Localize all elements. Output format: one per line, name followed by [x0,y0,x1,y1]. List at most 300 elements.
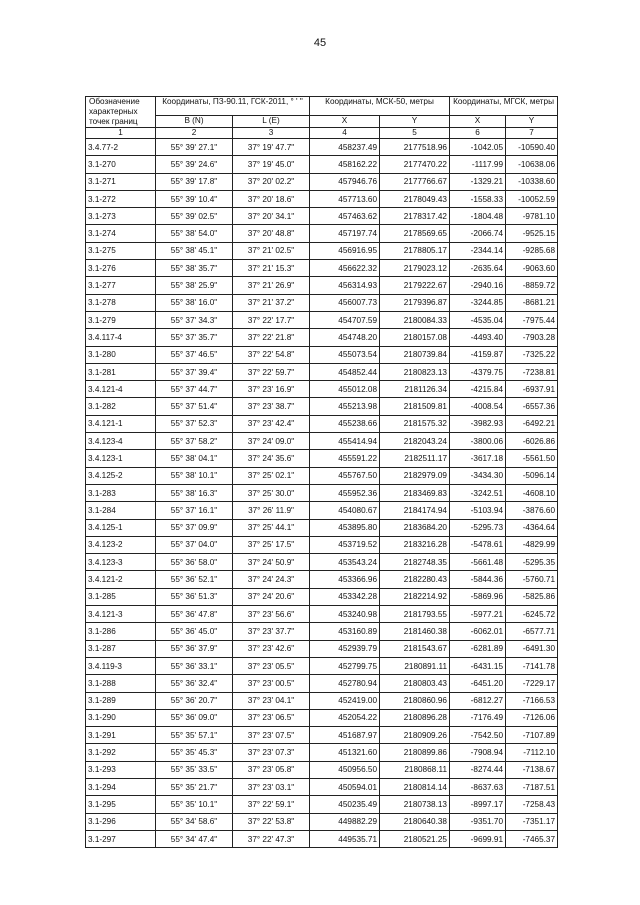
table-row [86,536,558,553]
mgsk-x-cell: -7908.94 [450,744,506,761]
longitude-cell: 37° 24' 20.6" [233,588,310,605]
msk-y-cell: 2180868.11 [380,761,450,778]
table-row [86,242,558,259]
msk-y-cell: 2180891.11 [380,657,450,674]
msk-y-cell: 2180823.13 [380,363,450,380]
point-id-cell: 3.1-270 [86,156,156,173]
msk-y-cell: 2183684.20 [380,519,450,536]
mgsk-x-cell: -4493.40 [450,329,506,346]
msk-x-cell: 450235.49 [310,796,380,813]
mgsk-y-cell: -8859.72 [506,277,558,294]
point-id-cell: 3.4.121-3 [86,606,156,623]
mgsk-y-cell: -9063.60 [506,260,558,277]
point-id-cell: 3.1-283 [86,484,156,501]
msk-y-cell: 2178805.17 [380,242,450,259]
mgsk-x-cell: -6812.27 [450,692,506,709]
mgsk-y-cell: -7465.37 [506,830,558,847]
msk-x-cell: 450956.50 [310,761,380,778]
msk-x-cell: 449535.71 [310,830,380,847]
msk-x-cell: 453895.80 [310,519,380,536]
msk-x-cell: 452939.79 [310,640,380,657]
mgsk-y-cell: -6557.36 [506,398,558,415]
table-row [86,675,558,692]
mgsk-x-cell: -9351.70 [450,813,506,830]
table-row [86,484,558,501]
msk-x-cell: 453366.96 [310,571,380,588]
longitude-cell: 37° 23' 07.3" [233,744,310,761]
latitude-cell: 55° 38' 54.0" [156,225,233,242]
header-mgsk-y: Y [506,116,558,128]
msk-x-cell: 452054.22 [310,709,380,726]
point-id-cell: 3.4.123-2 [86,536,156,553]
latitude-cell: 55° 37' 16.1" [156,502,233,519]
mgsk-x-cell: -5661.48 [450,554,506,571]
mgsk-x-cell: -2344.14 [450,242,506,259]
mgsk-y-cell: -6491.30 [506,640,558,657]
mgsk-y-cell: -5561.50 [506,450,558,467]
msk-x-cell: 451321.60 [310,744,380,761]
point-id-cell: 3.4.77-2 [86,139,156,156]
point-id-cell: 3.4.121-1 [86,415,156,432]
msk-y-cell: 2178317.42 [380,208,450,225]
table-row [86,346,558,363]
msk-y-cell: 2178049.43 [380,190,450,207]
mgsk-y-cell: -7325.22 [506,346,558,363]
msk-y-cell: 2179396.87 [380,294,450,311]
column-number: 6 [450,128,506,139]
table-row [86,415,558,432]
mgsk-x-cell: -2635.64 [450,260,506,277]
point-id-cell: 3.1-295 [86,796,156,813]
mgsk-y-cell: -4364.64 [506,519,558,536]
table-row [86,761,558,778]
mgsk-y-cell: -9525.15 [506,225,558,242]
table-row [86,467,558,484]
latitude-cell: 55° 39' 17.8" [156,173,233,190]
latitude-cell: 55° 36' 51.3" [156,588,233,605]
longitude-cell: 37° 22' 59.1" [233,796,310,813]
table-row [86,156,558,173]
table-row [86,433,558,450]
table-row [86,277,558,294]
msk-y-cell: 2181575.32 [380,415,450,432]
header-geo-coordinates: Координаты, ПЗ-90.11, ГСК-2011, ° ' " [156,97,310,116]
latitude-cell: 55° 37' 58.2" [156,433,233,450]
column-number: 1 [86,128,156,139]
longitude-cell: 37° 23' 03.1" [233,778,310,795]
latitude-cell: 55° 34' 47.4" [156,830,233,847]
point-id-cell: 3.4.125-2 [86,467,156,484]
table-row [86,554,558,571]
latitude-cell: 55° 37' 51.4" [156,398,233,415]
table-body [86,139,558,848]
msk-x-cell: 458162.22 [310,156,380,173]
table-row [86,225,558,242]
mgsk-y-cell: -7107.89 [506,727,558,744]
msk-x-cell: 453240.98 [310,606,380,623]
point-id-cell: 3.4.121-2 [86,571,156,588]
latitude-cell: 55° 35' 33.5" [156,761,233,778]
msk-x-cell: 456007.73 [310,294,380,311]
mgsk-x-cell: -3242.51 [450,484,506,501]
point-id-cell: 3.4.121-4 [86,381,156,398]
mgsk-y-cell: -10590.40 [506,139,558,156]
msk-x-cell: 454748.20 [310,329,380,346]
longitude-cell: 37° 25' 44.1" [233,519,310,536]
latitude-cell: 55° 37' 35.7" [156,329,233,346]
msk-x-cell: 457713.60 [310,190,380,207]
mgsk-y-cell: -6577.71 [506,623,558,640]
longitude-cell: 37° 26' 11.9" [233,502,310,519]
mgsk-y-cell: -7351.17 [506,813,558,830]
mgsk-y-cell: -9285.68 [506,242,558,259]
mgsk-y-cell: -6937.91 [506,381,558,398]
point-id-cell: 3.1-282 [86,398,156,415]
msk-x-cell: 458237.49 [310,139,380,156]
table-row [86,606,558,623]
table-row [86,450,558,467]
column-number: 5 [380,128,450,139]
point-id-cell: 3.1-279 [86,311,156,328]
msk-x-cell: 454707.59 [310,311,380,328]
longitude-cell: 37° 21' 37.2" [233,294,310,311]
header-point-designation: Обозначение характерных точек границ [86,97,156,128]
longitude-cell: 37° 23' 00.5" [233,675,310,692]
table-row [86,519,558,536]
point-id-cell: 3.1-284 [86,502,156,519]
latitude-cell: 55° 38' 04.1" [156,450,233,467]
latitude-cell: 55° 36' 58.0" [156,554,233,571]
latitude-cell: 55° 34' 58.6" [156,813,233,830]
msk-x-cell: 452799.75 [310,657,380,674]
table-row [86,398,558,415]
msk-x-cell: 455073.54 [310,346,380,363]
mgsk-y-cell: -5295.35 [506,554,558,571]
longitude-cell: 37° 19' 45.0" [233,156,310,173]
point-id-cell: 3.1-287 [86,640,156,657]
header-mgsk-coordinates: Координаты, МГСК, метры [450,97,558,116]
msk-x-cell: 455952.36 [310,484,380,501]
point-id-cell: 3.4.119-3 [86,657,156,674]
point-id-cell: 3.1-296 [86,813,156,830]
longitude-cell: 37° 21' 26.9" [233,277,310,294]
column-number: 4 [310,128,380,139]
longitude-cell: 37° 25' 30.0" [233,484,310,501]
mgsk-y-cell: -7903.28 [506,329,558,346]
longitude-cell: 37° 20' 02.2" [233,173,310,190]
latitude-cell: 55° 39' 27.1" [156,139,233,156]
mgsk-x-cell: -2940.16 [450,277,506,294]
header-mgsk-x: X [450,116,506,128]
point-id-cell: 3.1-286 [86,623,156,640]
mgsk-x-cell: -4008.54 [450,398,506,415]
latitude-cell: 55° 37' 39.4" [156,363,233,380]
table-row [86,657,558,674]
msk-y-cell: 2180899.86 [380,744,450,761]
msk-y-cell: 2179023.12 [380,260,450,277]
mgsk-y-cell: -6026.86 [506,433,558,450]
mgsk-x-cell: -5295.73 [450,519,506,536]
longitude-cell: 37° 20' 34.1" [233,208,310,225]
longitude-cell: 37° 21' 02.5" [233,242,310,259]
point-id-cell: 3.4.125-1 [86,519,156,536]
column-number: 2 [156,128,233,139]
mgsk-y-cell: -5096.14 [506,467,558,484]
table-row [86,796,558,813]
longitude-cell: 37° 24' 35.6" [233,450,310,467]
point-id-cell: 3.1-277 [86,277,156,294]
msk-x-cell: 457197.74 [310,225,380,242]
mgsk-y-cell: -7126.06 [506,709,558,726]
mgsk-y-cell: -6245.72 [506,606,558,623]
msk-x-cell: 455238.66 [310,415,380,432]
msk-x-cell: 450594.01 [310,778,380,795]
mgsk-x-cell: -9699.91 [450,830,506,847]
longitude-cell: 37° 23' 56.6" [233,606,310,623]
latitude-cell: 55° 36' 32.4" [156,675,233,692]
mgsk-x-cell: -5844.36 [450,571,506,588]
msk-y-cell: 2181793.55 [380,606,450,623]
mgsk-x-cell: -1042.05 [450,139,506,156]
latitude-cell: 55° 38' 16.3" [156,484,233,501]
table-row [86,744,558,761]
mgsk-x-cell: -3244.85 [450,294,506,311]
longitude-cell: 37° 22' 54.8" [233,346,310,363]
point-id-cell: 3.1-271 [86,173,156,190]
mgsk-x-cell: -6062.01 [450,623,506,640]
mgsk-y-cell: -7141.78 [506,657,558,674]
longitude-cell: 37° 20' 18.6" [233,190,310,207]
table-row [86,173,558,190]
latitude-cell: 55° 37' 46.5" [156,346,233,363]
point-id-cell: 3.1-290 [86,709,156,726]
msk-y-cell: 2182748.35 [380,554,450,571]
point-id-cell: 3.1-292 [86,744,156,761]
point-id-cell: 3.4.117-4 [86,329,156,346]
point-id-cell: 3.1-274 [86,225,156,242]
table-row [86,778,558,795]
mgsk-y-cell: -6492.21 [506,415,558,432]
mgsk-x-cell: -4535.04 [450,311,506,328]
longitude-cell: 37° 23' 05.5" [233,657,310,674]
msk-x-cell: 454080.67 [310,502,380,519]
latitude-cell: 55° 36' 09.0" [156,709,233,726]
latitude-cell: 55° 37' 04.0" [156,536,233,553]
msk-x-cell: 451687.97 [310,727,380,744]
table-row [86,294,558,311]
msk-y-cell: 2180738.13 [380,796,450,813]
table-row [86,329,558,346]
longitude-cell: 37° 19' 47.7" [233,139,310,156]
latitude-cell: 55° 38' 35.7" [156,260,233,277]
longitude-cell: 37° 23' 37.7" [233,623,310,640]
mgsk-x-cell: -8274.44 [450,761,506,778]
longitude-cell: 37° 25' 02.1" [233,467,310,484]
mgsk-y-cell: -5760.71 [506,571,558,588]
point-id-cell: 3.1-288 [86,675,156,692]
longitude-cell: 37° 22' 17.7" [233,311,310,328]
msk-y-cell: 2181126.34 [380,381,450,398]
msk-y-cell: 2180640.38 [380,813,450,830]
mgsk-x-cell: -5478.61 [450,536,506,553]
table-row [86,311,558,328]
msk-x-cell: 457946.76 [310,173,380,190]
mgsk-y-cell: -10052.59 [506,190,558,207]
longitude-cell: 37° 24' 24.3" [233,571,310,588]
table-row [86,190,558,207]
mgsk-y-cell: -7138.67 [506,761,558,778]
longitude-cell: 37° 25' 17.5" [233,536,310,553]
latitude-cell: 55° 36' 33.1" [156,657,233,674]
longitude-cell: 37° 23' 16.9" [233,381,310,398]
table-row [86,709,558,726]
point-id-cell: 3.4.123-1 [86,450,156,467]
latitude-cell: 55° 39' 24.6" [156,156,233,173]
mgsk-y-cell: -10338.60 [506,173,558,190]
mgsk-x-cell: -7176.49 [450,709,506,726]
point-id-cell: 3.1-276 [86,260,156,277]
mgsk-y-cell: -10638.06 [506,156,558,173]
mgsk-x-cell: -1558.33 [450,190,506,207]
table-row [86,381,558,398]
msk-y-cell: 2177470.22 [380,156,450,173]
mgsk-x-cell: -8637.63 [450,778,506,795]
column-number: 7 [506,128,558,139]
msk-y-cell: 2180084.33 [380,311,450,328]
latitude-cell: 55° 38' 45.1" [156,242,233,259]
mgsk-x-cell: -6451.20 [450,675,506,692]
msk-x-cell: 455213.98 [310,398,380,415]
header-msk-y: Y [380,116,450,128]
mgsk-y-cell: -7258.43 [506,796,558,813]
msk-x-cell: 455767.50 [310,467,380,484]
header-msk-x: X [310,116,380,128]
latitude-cell: 55° 36' 45.0" [156,623,233,640]
msk-y-cell: 2180909.26 [380,727,450,744]
table-row [86,623,558,640]
latitude-cell: 55° 36' 47.8" [156,606,233,623]
mgsk-y-cell: -9781.10 [506,208,558,225]
mgsk-y-cell: -7229.17 [506,675,558,692]
longitude-cell: 37° 23' 38.7" [233,398,310,415]
longitude-cell: 37° 23' 06.5" [233,709,310,726]
mgsk-x-cell: -5869.96 [450,588,506,605]
mgsk-y-cell: -4829.99 [506,536,558,553]
msk-y-cell: 2177766.67 [380,173,450,190]
point-id-cell: 3.1-275 [86,242,156,259]
latitude-cell: 55° 35' 57.1" [156,727,233,744]
point-id-cell: 3.1-289 [86,692,156,709]
msk-x-cell: 456622.32 [310,260,380,277]
table-row [86,588,558,605]
latitude-cell: 55° 35' 21.7" [156,778,233,795]
msk-y-cell: 2182214.92 [380,588,450,605]
msk-y-cell: 2180860.96 [380,692,450,709]
latitude-cell: 55° 36' 37.9" [156,640,233,657]
point-id-cell: 3.1-280 [86,346,156,363]
table-row [86,139,558,156]
msk-x-cell: 457463.62 [310,208,380,225]
mgsk-x-cell: -3434.30 [450,467,506,484]
msk-x-cell: 454852.44 [310,363,380,380]
table-row [86,363,558,380]
mgsk-x-cell: -3800.06 [450,433,506,450]
mgsk-x-cell: -1804.48 [450,208,506,225]
mgsk-x-cell: -3982.93 [450,415,506,432]
msk-x-cell: 455591.22 [310,450,380,467]
msk-y-cell: 2181543.67 [380,640,450,657]
mgsk-x-cell: -1329.21 [450,173,506,190]
msk-y-cell: 2180739.84 [380,346,450,363]
msk-y-cell: 2181460.38 [380,623,450,640]
mgsk-x-cell: -5103.94 [450,502,506,519]
longitude-cell: 37° 20' 48.8" [233,225,310,242]
msk-x-cell: 456314.93 [310,277,380,294]
latitude-cell: 55° 38' 10.1" [156,467,233,484]
msk-x-cell: 456916.95 [310,242,380,259]
column-number: 3 [233,128,310,139]
msk-y-cell: 2180896.28 [380,709,450,726]
longitude-cell: 37° 24' 09.0" [233,433,310,450]
longitude-cell: 37° 22' 21.8" [233,329,310,346]
table-row [86,692,558,709]
mgsk-x-cell: -8997.17 [450,796,506,813]
msk-y-cell: 2180157.08 [380,329,450,346]
msk-y-cell: 2183216.28 [380,536,450,553]
mgsk-y-cell: -7187.51 [506,778,558,795]
point-id-cell: 3.4.123-3 [86,554,156,571]
header-msk50-coordinates: Координаты, МСК-50, метры [310,97,450,116]
latitude-cell: 55° 39' 02.5" [156,208,233,225]
msk-x-cell: 449882.29 [310,813,380,830]
mgsk-x-cell: -2066.74 [450,225,506,242]
longitude-cell: 37° 22' 53.8" [233,813,310,830]
page-number: 45 [313,37,327,49]
msk-x-cell: 453160.89 [310,623,380,640]
msk-x-cell: 455012.08 [310,381,380,398]
mgsk-x-cell: -6431.15 [450,657,506,674]
mgsk-x-cell: -5977.21 [450,606,506,623]
latitude-cell: 55° 35' 10.1" [156,796,233,813]
mgsk-x-cell: -4215.84 [450,381,506,398]
point-id-cell: 3.1-293 [86,761,156,778]
mgsk-y-cell: -8681.21 [506,294,558,311]
mgsk-x-cell: -4379.75 [450,363,506,380]
point-id-cell: 3.1-294 [86,778,156,795]
longitude-cell: 37° 23' 42.6" [233,640,310,657]
header-l-e: L (E) [233,116,310,128]
msk-x-cell: 453543.24 [310,554,380,571]
mgsk-x-cell: -4159.87 [450,346,506,363]
latitude-cell: 55° 39' 10.4" [156,190,233,207]
latitude-cell: 55° 36' 52.1" [156,571,233,588]
mgsk-x-cell: -7542.50 [450,727,506,744]
point-id-cell: 3.1-278 [86,294,156,311]
table-row [86,813,558,830]
mgsk-y-cell: -7166.53 [506,692,558,709]
table-row [86,830,558,847]
mgsk-y-cell: -7238.81 [506,363,558,380]
point-id-cell: 3.1-281 [86,363,156,380]
point-id-cell: 3.1-297 [86,830,156,847]
msk-y-cell: 2184174.94 [380,502,450,519]
mgsk-y-cell: -7112.10 [506,744,558,761]
latitude-cell: 55° 37' 52.3" [156,415,233,432]
longitude-cell: 37° 23' 42.4" [233,415,310,432]
latitude-cell: 55° 38' 25.9" [156,277,233,294]
msk-y-cell: 2180521.25 [380,830,450,847]
longitude-cell: 37° 21' 15.3" [233,260,310,277]
